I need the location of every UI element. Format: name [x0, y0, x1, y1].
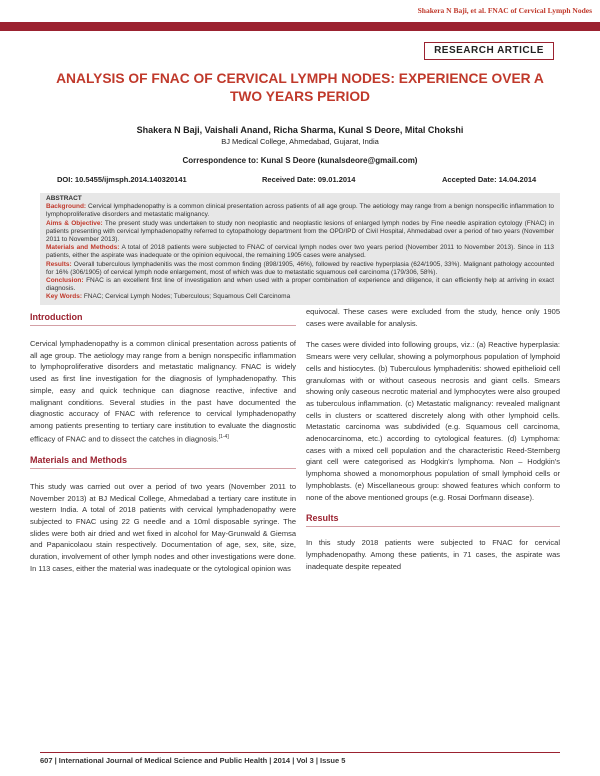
section-heading-methods: Materials and Methods [30, 453, 296, 469]
author-list: Shakera N Baji, Vaishali Anand, Richa Sharma, Kunal S Deore, Mital Chokshi [136, 125, 464, 135]
abstract-background: Background: Cervical lymphadenopathy is a common clinical presentation across patients of all age group. The aetiology may range from a benign nonspecific inflammation to lymphoproliferative disorders and metastatic malignancy. [46, 203, 554, 219]
page-footer: 607 | International Journal of Medical Science and Public Health | 2014 | Vol 3 | Issue 5 [40, 752, 560, 765]
results-text: In this study 2018 patients were subjected to FNAC for cervical lymphadenopathy. Among these patients, in 71 cases, the aspirate was inadequate despite repeated [306, 538, 560, 571]
abstract-box [40, 193, 560, 305]
citation: [1-4] [218, 433, 229, 440]
introduction-text: Cervical lymphadenopathy is a common clinical presentation across patients of all age group. The aetiology may range from a benign nonspecific inflammation to lymphoproliferative disorders and metastatic malignancy. FNAC is widely used as first line investigation for the diagnosis of lymphadenopathy. This simple, easy and quick technique can diagnose reactive, infective and malignant conditions. Several studies in the past have documented the diagnostic accuracy of FNAC with reference to cervical lymphadenopathy among patients presenting to tertiary care institution to evaluate the diagnostic efficacy of FNAC and to dissect the catches in diagnosis.[1-4] [30, 339, 296, 444]
article-type-badge: RESEARCH ARTICLE [424, 42, 554, 60]
section-heading-introduction: Introduction [30, 310, 296, 326]
methods-continued-text: equivocal. These cases were excluded from the study, hence only 1905 cases were available for analysis. The cases were divided into following groups, viz.: (a) Reactive hyperplasia: Smears were very cellular, showing a polymorphous population of lymphoid cells and histiocytes. (b) Tuberculous lymphadenitis: showed epithelioid cell granulomas with or without caseous necrosis and giant cells. Smears showing only caseous necrotic material and lymphocytes were also grouped as tuberculous inflammation. (c) Metastatic malignancy: revealed malignant cells in clusters or scattered discretely along with other lymphoid cells. Metastatic carcinoma was subdivided (e.g. Squamous cell carcinoma, adenocarcinoma, etc.) according to cytological features. (d) Lymphoma: cases with a mixed cell population and the characteristic Reed-Sternberg giant cell were categorised as Hodgkin's lymphoma. Non – Hodgkin's lymphoma showed a monomorphous population of small lymphoid cells or lymphoblasts. (e) Miscellaneous group: showed features which conform to none of the above mentioned groups (e.g. Rosai Dorfmann disease). [306, 307, 560, 502]
affiliation: BJ Medical College, Ahmedabad, Gujarat, India [221, 137, 379, 146]
received-date: Received Date: 09.01.2014 [262, 175, 356, 184]
abstract-results: Results: Overall tuberculous lymphadenitis was the most common finding (898/1905, 46%), followed by reactive hyperplasia (624/1905, 33%). Malignant pathology accounted for 16% (306/1905) of cervical lymph node enlargement, most of which was due to metastatic squamous cell carcinoma (179/306, 58%). [46, 260, 554, 276]
abstract-conclusion: Conclusion: FNAC is an excellent first line of investigation and when used with a proper combination of experience and diligence, it can efficiently help at arriving in exact diagnosis. [46, 277, 554, 293]
abstract-keywords: Key Words: FNAC; Cervical Lymph Nodes; Tuberculous; Squamous Cell Carcinoma [46, 293, 291, 301]
abstract-heading: ABSTRACT [46, 195, 82, 202]
abstract-methods: Materials and Methods: A total of 2018 patients were subjected to FNAC of cervical lymph nodes over two years period (November 2011 to November 2013). Since in 113 patients, either the aspirate was inadequate or the opinion equivocal, the remaining 1905 cases were analysed. [46, 244, 554, 260]
abstract-aims: Aims & Objective: The present study was undertaken to study non neoplastic and neoplastic lesions of enlarged lymph nodes by Fine needle aspiration cytology (FNAC) in patients presenting with cervical lymphadenopathy referred to cytopathology department from the OPD/IPD of Civil Hospital, Ahmedabad over a period of two years (November 2011 to November 2013). [46, 219, 554, 244]
paper-title: ANALYSIS OF FNAC OF CERVICAL LYMPH NODES: EXPERIENCE OVER A TWO YEARS PERIOD [56, 71, 544, 104]
methods-text: This study was carried out over a period of two years (November 2011 to November 2013) at BJ Medical College, Ahmedabad a tertiary care institute in western India. A total of 2018 patients with cervical lymphadenopathy were subjected to FNAC using 22 G needle and a 10ml disposable syringe. The slides were both air dried and wet fixed in alcohol for May-Grunwald & Giemsa and Papanicolaou stain respectively. Documentation of age, sex, site, size, duration, involvement of other lymph nodes and other investigations were done. In 113 cases, either the material was inadequate or the cytological opinion was [30, 481, 296, 573]
left-column [30, 310, 296, 582]
right-column [306, 306, 560, 580]
accepted-date: Accepted Date: 14.04.2014 [442, 175, 537, 184]
running-head: Shakera N Baji, et al. FNAC of Cervical Lymph Nodes [417, 6, 592, 15]
section-heading-results: Results [306, 511, 560, 527]
correspondence: Correspondence to: Kunal S Deore (kunalsdeore@gmail.com) [182, 156, 418, 165]
header-band [0, 22, 600, 31]
doi: DOI: 10.5455/ijmsph.2014.140320141 [57, 175, 187, 184]
